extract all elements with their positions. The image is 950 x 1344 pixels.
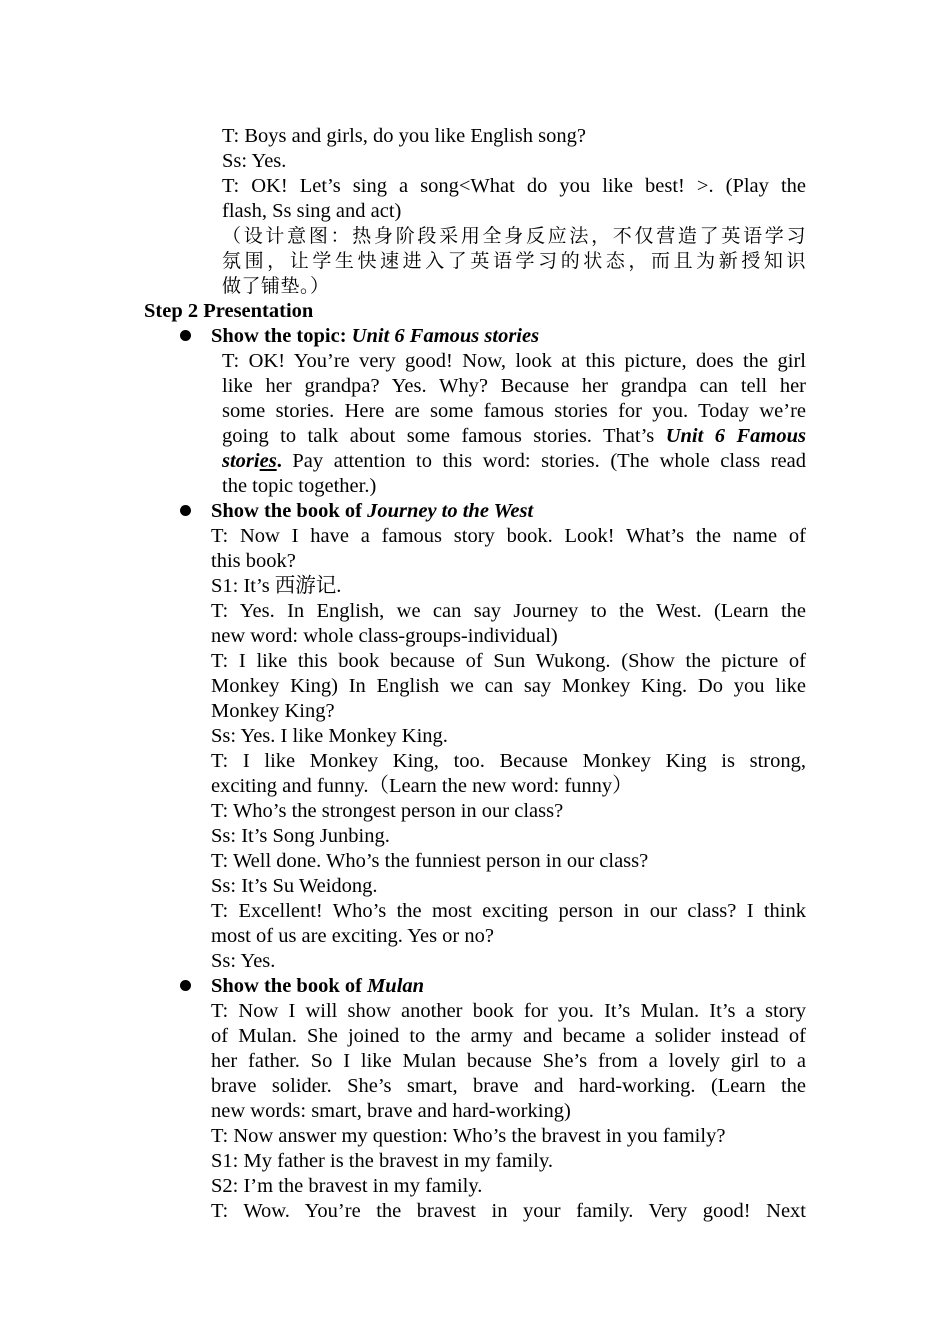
- dialogue-line: T: Excellent! Who’s the most exciting person in our class? I think: [211, 900, 806, 922]
- dialogue-line: T: I like this book because of Sun Wukong. (Show the picture of: [211, 650, 806, 672]
- topic-word-suffix: es: [259, 450, 277, 472]
- dialogue-line: T: Who’s the strongest person in our class?: [211, 800, 564, 822]
- design-note-line: 做了铺垫。）: [222, 275, 330, 297]
- paragraph-text: going to talk about some famous stories. That’s: [222, 425, 666, 447]
- topic-title-inline: Unit 6 Famous: [665, 425, 806, 447]
- dialogue-line: flash, Ss sing and act): [222, 200, 402, 222]
- dialogue-line: T: Now I have a famous story book. Look! What’s the name of: [211, 525, 806, 547]
- dialogue-line: Ss: Yes. I like Monkey King.: [211, 725, 448, 747]
- paragraph-line: some stories. Here are some famous stories for you. Today we’re: [222, 400, 806, 422]
- dialogue-line: T: Now answer my question: Who’s the bravest in you family?: [211, 1125, 726, 1147]
- topic-title: Unit 6 Famous stories: [351, 325, 540, 347]
- dialogue-line: S2: I’m the bravest in my family.: [211, 1175, 483, 1197]
- dialogue-line: new words: smart, brave and hard-working): [211, 1100, 571, 1122]
- dialogue-line: exciting and funny.（Learn the new word: funny）: [211, 775, 633, 797]
- dialogue-line: her father. So I like Mulan because She’s from a lovely girl to a: [211, 1050, 806, 1072]
- dialogue-line: S1: It’s 西游记.: [211, 575, 342, 597]
- dialogue-line: T: I like Monkey King, too. Because Monkey King is strong,: [211, 750, 806, 772]
- topic-period: .: [276, 450, 282, 472]
- design-note-line: 氛围，让学生快速进入了英语学习的状态，而且为新授知识: [222, 250, 806, 272]
- section-heading: Step 2 Presentation: [144, 300, 314, 322]
- paragraph-line: [222, 424, 806, 449]
- book-title: Mulan: [367, 975, 425, 997]
- dialogue-line: Ss: Yes.: [211, 950, 276, 972]
- dialogue-line: new word: whole class-groups-individual): [211, 625, 558, 647]
- dialogue-line: T: Yes. In English, we can say Journey to the West. (Learn the: [211, 600, 806, 622]
- dialogue-line: T: Now I will show another book for you. It’s Mulan. It’s a story: [211, 1000, 806, 1022]
- dialogue-line: Monkey King?: [211, 700, 335, 722]
- dialogue-line: T: Well done. Who’s the funniest person in our class?: [211, 850, 649, 872]
- bullet-heading-topic: [211, 324, 539, 349]
- topic-word-stories: stori: [222, 450, 260, 472]
- bullet-heading-journey: [211, 499, 533, 524]
- dialogue-line: Ss: Yes.: [222, 150, 287, 172]
- paragraph-line: [222, 449, 806, 474]
- bullet-icon: [180, 505, 191, 516]
- bullet-icon: [180, 330, 191, 341]
- dialogue-line: T: OK! Let’s sing a song<What do you like best! >. (Play the: [222, 175, 806, 197]
- dialogue-line: S1: My father is the bravest in my family.: [211, 1150, 553, 1172]
- dialogue-line: this book?: [211, 550, 296, 572]
- dialogue-line: most of us are exciting. Yes or no?: [211, 925, 494, 947]
- design-note-line: （设计意图：热身阶段采用全身反应法，不仅营造了英语学习: [222, 225, 806, 247]
- dialogue-line: T: Wow. You’re the bravest in your family. Very good! Next: [211, 1200, 806, 1222]
- paragraph-line: like her grandpa? Yes. Why? Because her grandpa can tell her: [222, 375, 806, 397]
- dialogue-line: T: Boys and girls, do you like English song?: [222, 125, 586, 147]
- dialogue-line: brave solider. She’s smart, brave and hard-working. (Learn the: [211, 1075, 806, 1097]
- paragraph-text: Pay attention to this word: stories. (The whole class read: [281, 450, 806, 472]
- bullet-icon: [180, 980, 191, 991]
- dialogue-line: Ss: It’s Su Weidong.: [211, 875, 378, 897]
- bullet-heading-mulan: [211, 974, 424, 999]
- bullet-heading-label: Show the book of: [211, 500, 368, 522]
- bullet-heading-label: Show the topic:: [211, 325, 352, 347]
- paragraph-line: the topic together.): [222, 475, 377, 497]
- dialogue-line: of Mulan. She joined to the army and became a solider instead of: [211, 1025, 806, 1047]
- paragraph-line: T: OK! You’re very good! Now, look at this picture, does the girl: [222, 350, 806, 372]
- dialogue-line: Monkey King) In English we can say Monkey King. Do you like: [211, 675, 806, 697]
- bullet-heading-label: Show the book of: [211, 975, 368, 997]
- book-title: Journey to the West: [367, 500, 534, 522]
- dialogue-line: Ss: It’s Song Junbing.: [211, 825, 390, 847]
